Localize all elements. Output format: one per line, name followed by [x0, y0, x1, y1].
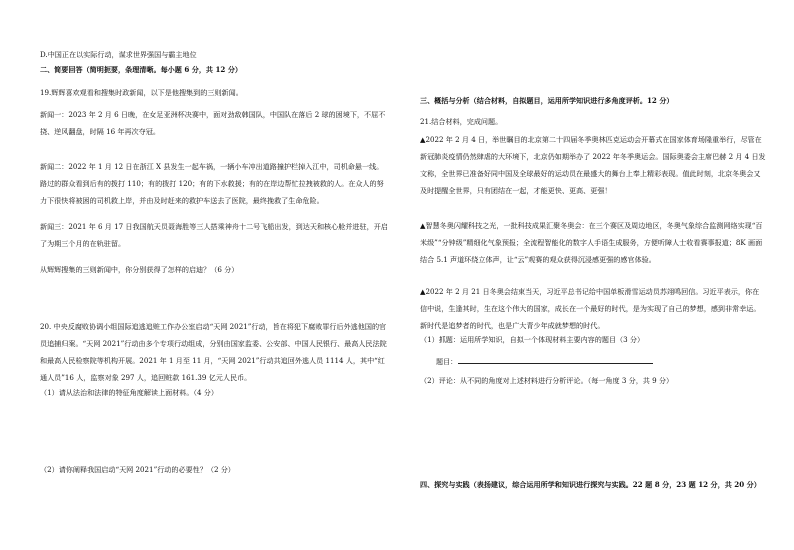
question-20-material: 20. 中央反腐败协调小组国际追逃追赃工作办公室启动“天网 2021”行动，旨在将犯下腐败罪行后外逃他国的官员追捕归案。“天网 2021”行动由多个专项行动组成，分别由国家监委、公安部、中国人民银行、最高人民法院和最高人民检察院等机构开展。2021 年 1 月至 11 月，“天网 2021”行动共追回外逃人员 1114 人，其中“红通人员”16 人，监察对象 297 人，追回赃款 161.39 亿元人民币。 — [40, 322, 387, 382]
question-21-part-2: （2）评论：从不同的角度对上述材料进行分析评论。（每一角度 3 分，共 9 分） — [420, 376, 674, 385]
question-20-part-2: （2）请你阐释我国启动“天网 2021”行动的必要性？（2 分） — [40, 465, 235, 474]
question-21-material-2: ▲智慧冬奥闪耀科技之光，一批科技成果汇聚冬奥会：在三个赛区及周边地区，冬奥气象综合监测网络实现“百米级”“分钟级”精细化气象预报；全流程智能化的数字人手语生成服务，方便听障人士收看赛事报道；8K 画面结合 5.1 声道环绕立体声，让“云”观赛的观众获得沉浸感更强的感官体验。 — [420, 221, 763, 264]
title-answer-line — [436, 356, 653, 365]
question-19-news-2: 新闻二：2022 年 1 月 12 日在浙江 X 县发生一起车祸，一辆小车冲出道路撞护栏掉入江中，司机命悬一线。路过的群众看到后有的拨打 110；有的拨打 120；有的下水救援；有的在岸边帮忙拉拽被救的人。在众人的努力下很快将被困的司机救上岸，并由及时赶来的救护车送去了医院，最终挽救了生命危险。 — [40, 162, 384, 205]
title-blank[interactable] — [458, 356, 653, 364]
question-21-stem: 21.结合材料，完成问题。 — [420, 117, 503, 126]
question-20-part-1: （1）请从法治和法律的特征角度解读上面材料。（4 分） — [40, 388, 218, 397]
question-19-news-3: 新闻三：2021 年 6 月 17 日我国航天员聂海胜等三人搭乘神舟十二号飞船出发，到达天和核心舱并进驻，开启了为期三个月的在轨驻留。 — [40, 222, 388, 248]
question-19-ask: 从辉辉搜集的三则新闻中，你分别获得了怎样的启迪？（6 分） — [40, 265, 239, 274]
question-19-stem: 19.辉辉喜欢观看和搜集时政新闻，以下是他搜集到的三则新闻。 — [40, 88, 243, 97]
question-21-material-1: ▲2022 年 2 月 4 日，举世瞩目的北京第二十四届冬季奥林匹克运动会开幕式在国家体育场隆重举行，尽管在新冠肺炎疫情仍然肆虐的大环境下，北京仍如期举办了 2022 年冬季奥运会。国际奥委会主席巴赫 2 月 4 日发文称，全世界已准备好同中国及全球最好的运动员在最盛大的舞台上奉上精彩表现。值此时刻，北京冬奥会又及时提醒全世界，只有团结在一起，才能更快、更高、更强！ — [420, 135, 766, 195]
option-d: D.中国正在以实际行动，谋求世界强国与霸主地位 — [40, 50, 197, 59]
question-19-news-1: 新闻一：2023 年 2 月 6 日晚，在女足亚洲杯决赛中，面对劲敌韩国队，中国队在落后 2 球的困境下，不屈不挠、逆风翻盘，时隔 16 年再次夺冠。 — [40, 110, 386, 136]
title-label: 题目： — [436, 357, 458, 366]
question-21-part-1: （1）抓题：运用所学知识，自拟一个体现材料主要内容的题目（3 分） — [420, 335, 645, 344]
section-3-title: 三、概括与分析（结合材料，自拟题目，运用所学知识进行多角度评析。12 分） — [420, 96, 674, 105]
section-4-title: 四、探究与实践（表扬建议，综合运用所学和知识进行探究与实践。22 题 8 分，23 题 12 分，共 20 分） — [420, 480, 761, 489]
section-2-title: 二、简要回答（简明扼要，条理清晰。每小题 6 分，共 12 分） — [40, 65, 243, 74]
question-21-material-3: ▲2022 年 2 月 21 日冬奥会结束当天，习近平总书记给中国单板滑雪运动员苏翊鸣回信。习近平表示，你在信中说，生逢其时，生在这个伟大的国家，成长在一个最好的时代，是为实现了自己的梦想，感到非常幸运。新时代是追梦者的时代，也是广大青少年成就梦想的时代。 — [420, 287, 761, 330]
